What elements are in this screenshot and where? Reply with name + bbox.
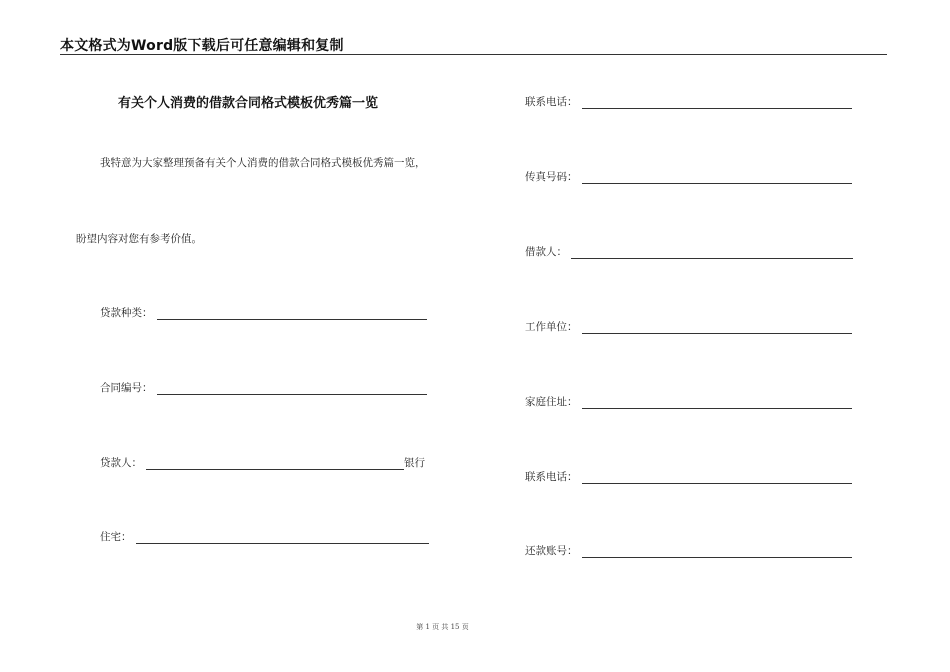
phone-blank-1[interactable] bbox=[582, 97, 852, 109]
phone-blank-2[interactable] bbox=[582, 472, 852, 484]
home-address-blank[interactable] bbox=[582, 397, 852, 409]
page-footer: 第 1 页 共 15 页 bbox=[416, 623, 469, 631]
intro-paragraph-line2: 盼望内容对您有参考价值。 bbox=[76, 233, 202, 245]
contract-number-label: 合同编号： bbox=[100, 382, 153, 394]
repay-account-field bbox=[525, 543, 852, 558]
phone-field-1 bbox=[525, 94, 852, 109]
document-header-title: 本文格式为Word版下载后可任意编辑和复制 bbox=[60, 38, 344, 54]
loan-type-blank[interactable] bbox=[157, 308, 427, 320]
fax-field bbox=[525, 169, 852, 184]
phone-field-2 bbox=[525, 469, 852, 484]
borrower-blank[interactable] bbox=[571, 247, 853, 259]
repay-account-label: 还款账号： bbox=[525, 545, 578, 557]
home-address-field bbox=[525, 394, 852, 409]
repay-account-blank[interactable] bbox=[582, 546, 852, 558]
borrower-label: 借款人： bbox=[525, 246, 567, 258]
residence-field bbox=[100, 529, 429, 544]
contract-number-field bbox=[100, 380, 427, 395]
phone-label-1: 联系电话： bbox=[525, 96, 578, 108]
home-address-label: 家庭住址： bbox=[525, 396, 578, 408]
document-title: 有关个人消费的借款合同格式模板优秀篇一览 bbox=[118, 96, 379, 111]
fax-label: 传真号码： bbox=[525, 171, 578, 183]
residence-label: 住宅： bbox=[100, 531, 132, 543]
employer-blank[interactable] bbox=[582, 322, 852, 334]
borrower-field bbox=[525, 244, 853, 259]
employer-field bbox=[525, 319, 852, 334]
lender-field bbox=[100, 455, 425, 470]
loan-type-field bbox=[100, 305, 427, 320]
lender-label: 贷款人： bbox=[100, 457, 142, 469]
header-divider bbox=[60, 54, 887, 55]
contract-number-blank[interactable] bbox=[157, 383, 427, 395]
lender-blank[interactable] bbox=[146, 458, 404, 470]
residence-blank[interactable] bbox=[136, 532, 429, 544]
phone-label-2: 联系电话： bbox=[525, 471, 578, 483]
intro-paragraph-line1: 我特意为大家整理预备有关个人消费的借款合同格式模板优秀篇一览， bbox=[100, 157, 426, 169]
fax-blank[interactable] bbox=[582, 172, 852, 184]
employer-label: 工作单位： bbox=[525, 321, 578, 333]
lender-bank-suffix: 银行 bbox=[404, 457, 425, 469]
loan-type-label: 贷款种类： bbox=[100, 307, 153, 319]
